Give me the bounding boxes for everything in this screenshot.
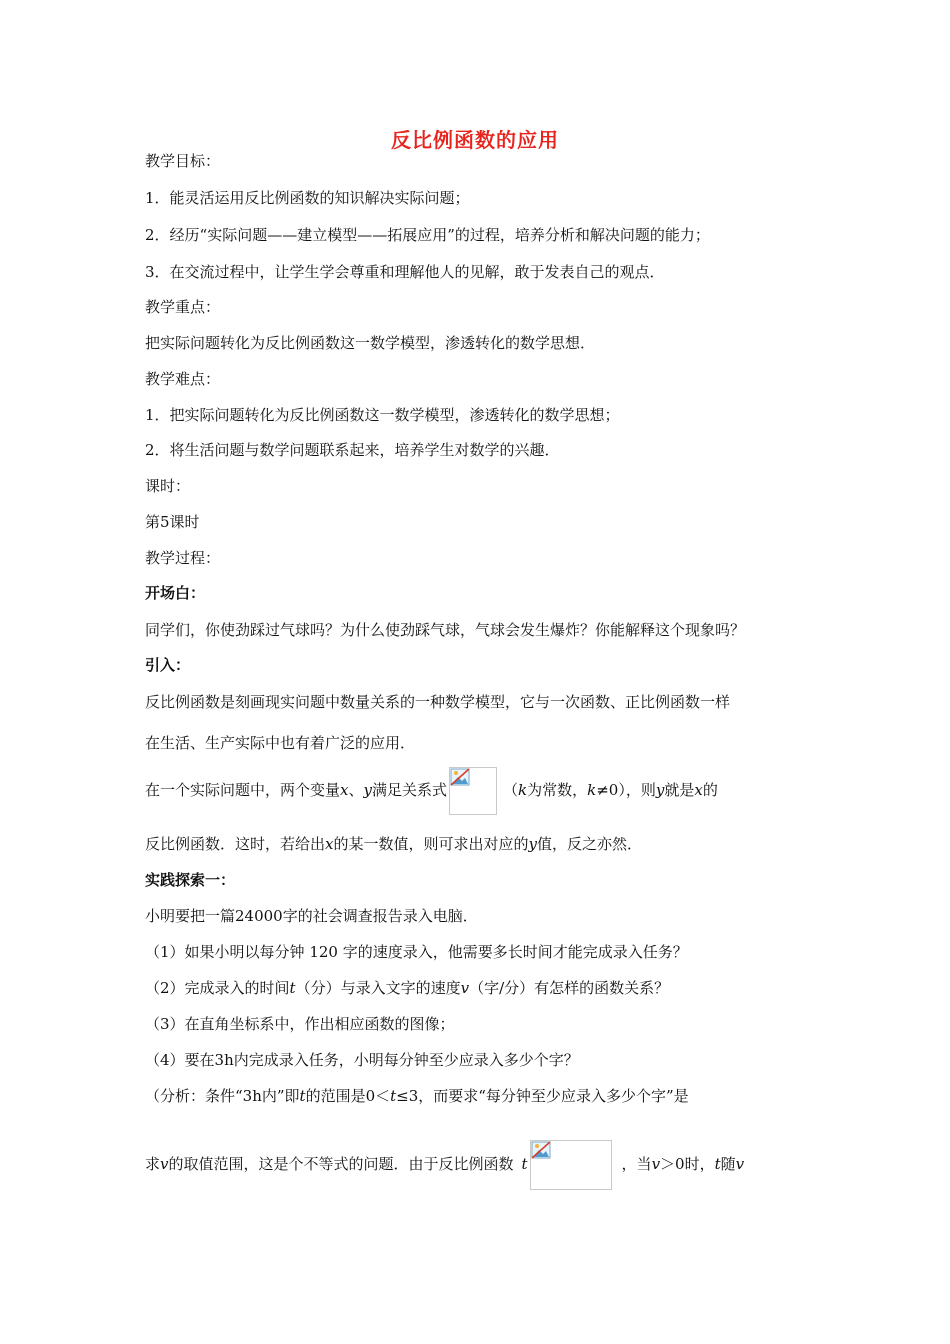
relation-neq: ≠0），则	[596, 781, 656, 799]
var-k-2: k	[587, 781, 597, 799]
document-title: 反比例函数的应用	[391, 128, 559, 152]
var-k: k	[518, 781, 528, 799]
var-t-3: t	[390, 1087, 397, 1105]
opening-text: 同学们，你使劲踩过气球吗？为什么使劲踩气球，气球会发生爆炸？你能解释这个现象吗？	[145, 621, 746, 639]
broken-image-icon	[531, 1141, 551, 1159]
practice-heading: 实践探索一：	[145, 871, 236, 889]
difficulty-1: 1．把实际问题转化为反比例函数这一数学模型，渗透转化的数学思想；	[145, 406, 620, 424]
var-v: v	[460, 979, 470, 997]
goal-2: 2．经历“实际问题——建立模型——拓展应用”的过程，培养分析和解决问题的能力；	[145, 226, 710, 244]
relation-const: 为常数，	[527, 781, 588, 799]
an1-a: （分析：条件“3h内”即	[145, 1087, 300, 1105]
relation-after-open: （	[503, 781, 519, 799]
an2-d: ＞0时，	[660, 1155, 715, 1173]
relation-line-2	[145, 834, 642, 854]
an2-c: ，当	[621, 1155, 652, 1173]
var-v-3: v	[651, 1155, 661, 1173]
process-heading: 教学过程：	[145, 549, 221, 567]
an2-a: 求	[145, 1155, 161, 1173]
relation2-b: 的某一数值，则可求出对应的	[333, 835, 529, 853]
var-x: x	[340, 781, 349, 799]
analysis-line-2	[145, 1139, 744, 1190]
class-hours-value: 第5课时	[145, 513, 200, 531]
var-t: t	[289, 979, 296, 997]
key-point-text: 把实际问题转化为反比例函数这一数学模型，渗透转化的数学思想．	[145, 334, 596, 352]
practice-intro: 小明要把一篇24000字的社会调查报告录入电脑．	[145, 907, 478, 925]
class-hours-heading: 课时：	[145, 477, 191, 495]
var-t-2: t	[299, 1087, 306, 1105]
analysis-line-1	[145, 1086, 689, 1106]
question-4: （4）要在3h内完成录入任务，小明每分钟至少应录入多少个字？	[145, 1051, 579, 1069]
var-t-5: t	[714, 1155, 721, 1173]
relation-sep: 、	[348, 781, 364, 799]
opening-heading: 开场白：	[145, 584, 206, 602]
q2-b: （分）与录入文字的速度	[295, 979, 461, 997]
an1-c: ≤3，而要求“每分钟至少应录入多少个字”是	[396, 1087, 689, 1105]
q2-a: （2）完成录入的时间	[145, 979, 290, 997]
formula-image-placeholder	[449, 767, 497, 815]
var-y-2: y	[655, 781, 665, 799]
var-x-2: x	[694, 781, 703, 799]
question-1: （1）如果小明以每分钟 120 字的速度录入，他需要多长时间才能完成录入任务？	[145, 943, 688, 961]
var-v-2: v	[160, 1155, 169, 1173]
intro-text-2: 在生活、生产实际中也有着广泛的应用．	[145, 734, 416, 752]
var-y-3: y	[528, 835, 537, 853]
relation-is: 就是	[664, 781, 695, 799]
relation-mid: 满足关系式	[371, 781, 447, 799]
intro-heading: 引入：	[145, 656, 191, 674]
an1-b: 的范围是0＜	[305, 1087, 391, 1105]
relation-line	[145, 766, 718, 815]
question-3: （3）在直角坐标系中，作出相应函数的图像；	[145, 1015, 455, 1033]
var-v-4: v	[735, 1155, 745, 1173]
teaching-goals-heading: 教学目标：	[145, 152, 221, 170]
an2-e: 随	[720, 1155, 736, 1173]
difficulty-2: 2．将生活问题与数学问题联系起来，培养学生对数学的兴趣．	[145, 441, 560, 459]
goal-3: 3．在交流过程中，让学生学会尊重和理解他人的见解，敢于发表自己的观点．	[145, 263, 665, 281]
broken-image-icon	[450, 768, 470, 786]
intro-text-1: 反比例函数是刻画现实问题中数量关系的一种数学模型，它与一次函数、正比例函数一样	[145, 693, 731, 711]
an2-b: 的取值范围，这是个不等式的问题．由于反比例函数	[168, 1155, 514, 1173]
var-x-3: x	[325, 835, 334, 853]
relation-of: 的	[702, 781, 718, 799]
goal-1: 1．能灵活运用反比例函数的知识解决实际问题；	[145, 189, 470, 207]
relation-before: 在一个实际问题中，两个变量	[145, 781, 341, 799]
question-2	[145, 978, 669, 998]
formula-image-placeholder-2	[530, 1140, 612, 1190]
difficulties-heading: 教学难点：	[145, 370, 221, 388]
relation2-c: 值，反之亦然．	[536, 835, 642, 853]
var-t-4: t	[521, 1155, 528, 1173]
var-y: y	[363, 781, 372, 799]
relation2-a: 反比例函数．这时，若给出	[145, 835, 326, 853]
key-points-heading: 教学重点：	[145, 298, 221, 316]
q2-c: （字/分）有怎样的函数关系？	[469, 979, 670, 997]
